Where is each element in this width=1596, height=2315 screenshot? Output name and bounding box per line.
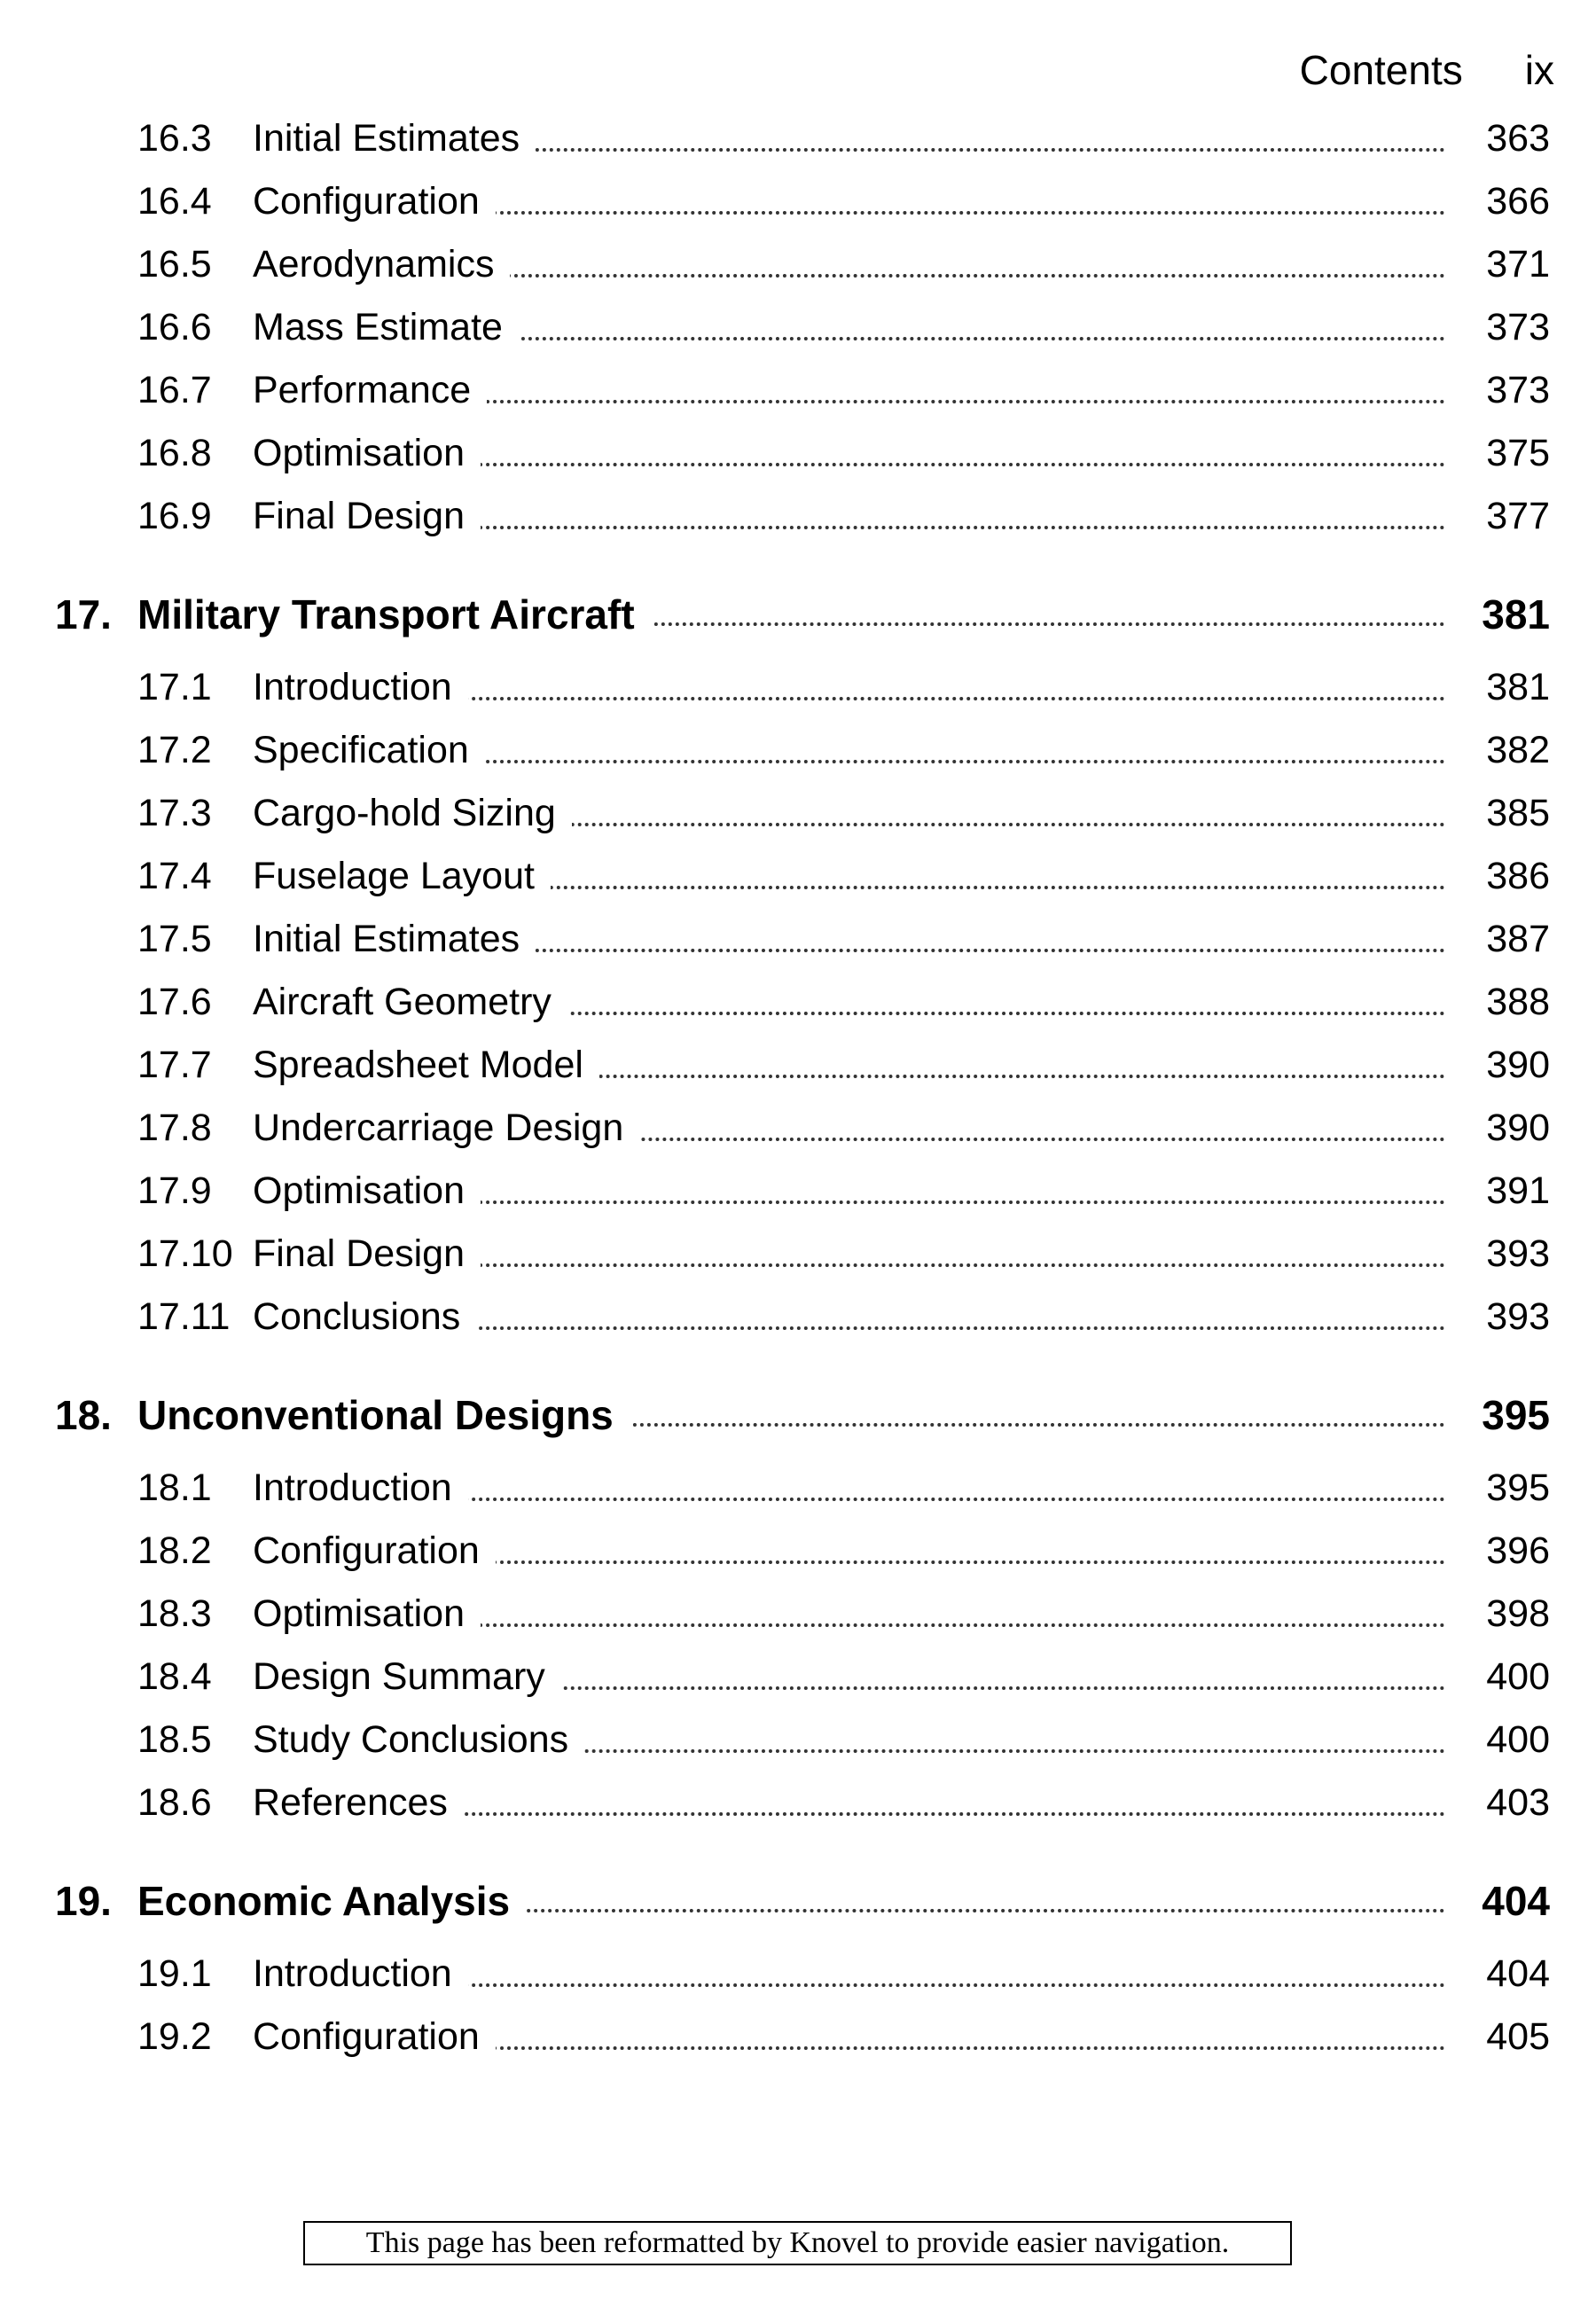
- toc-entry-title[interactable]: Aircraft Geometry: [253, 983, 567, 1021]
- toc-entry-number: 17.2: [137, 729, 212, 771]
- toc-entry-page[interactable]: 395: [1482, 1391, 1550, 1438]
- toc-entry-number: 18.5: [137, 1718, 212, 1761]
- toc-entry-title[interactable]: Initial Estimates: [253, 920, 536, 958]
- toc-section-entry[interactable]: [0, 1160, 1596, 1223]
- toc-entry-title[interactable]: Study Conclusions: [253, 1721, 584, 1759]
- toc-section-entry[interactable]: [0, 422, 1596, 485]
- toc-section-entry[interactable]: [0, 296, 1596, 359]
- toc-entry-title[interactable]: Final Design: [253, 497, 481, 536]
- toc-entry-title[interactable]: Configuration: [253, 1532, 496, 1570]
- toc-section-entry[interactable]: [0, 2006, 1596, 2069]
- toc-entry-number: 16.9: [137, 495, 212, 537]
- toc-entry-page[interactable]: 396: [1486, 1529, 1550, 1572]
- toc-entry-page[interactable]: 393: [1486, 1232, 1550, 1275]
- toc-entry-page[interactable]: 390: [1486, 1107, 1550, 1149]
- toc-entry-page[interactable]: 404: [1486, 1952, 1550, 1995]
- toc-entry-page[interactable]: 390: [1486, 1044, 1550, 1086]
- toc-entry-title[interactable]: Performance: [253, 371, 487, 410]
- toc-entry-page[interactable]: 400: [1486, 1718, 1550, 1761]
- toc-entry-title[interactable]: Configuration: [253, 183, 496, 221]
- toc-entry-number: 18.3: [137, 1592, 212, 1635]
- toc-entry-page[interactable]: 373: [1486, 369, 1550, 411]
- toc-section-entry[interactable]: [0, 656, 1596, 719]
- toc-entry-page[interactable]: 381: [1482, 590, 1550, 637]
- toc-chapter-entry[interactable]: [0, 1869, 1596, 1932]
- toc-entry-title[interactable]: Optimisation: [253, 1172, 481, 1210]
- toc-entry-page[interactable]: 386: [1486, 855, 1550, 897]
- toc-entry-number: 17.4: [137, 855, 212, 897]
- toc-section-entry[interactable]: [0, 1223, 1596, 1286]
- toc-entry-number: 17.6: [137, 981, 212, 1023]
- toc-entry-page[interactable]: 391: [1486, 1169, 1550, 1212]
- toc-section-entry[interactable]: [0, 1286, 1596, 1349]
- toc-entry-page[interactable]: 387: [1486, 918, 1550, 960]
- toc-section-entry[interactable]: [0, 782, 1596, 845]
- toc-entry-title[interactable]: Design Summary: [253, 1658, 561, 1696]
- toc-entry-number: 17.11: [137, 1295, 231, 1338]
- toc-section-entry[interactable]: [0, 1646, 1596, 1709]
- toc-entry-number: 18.1: [137, 1466, 212, 1509]
- toc-entry-title[interactable]: Introduction: [253, 1469, 468, 1507]
- toc-entry-number: 17.8: [137, 1107, 212, 1149]
- toc-entry-number: 19.1: [137, 1952, 212, 1995]
- toc-entry-title[interactable]: Spreadsheet Model: [253, 1046, 599, 1084]
- toc-section-entry[interactable]: [0, 1709, 1596, 1771]
- toc-entry-title[interactable]: Mass Estimate: [253, 309, 519, 347]
- toc-entry-page[interactable]: 375: [1486, 432, 1550, 474]
- toc-chapter-entry[interactable]: [0, 1383, 1596, 1446]
- toc-section-entry[interactable]: [0, 107, 1596, 170]
- toc-section-entry[interactable]: [0, 1097, 1596, 1160]
- toc-entry-page[interactable]: 395: [1486, 1466, 1550, 1509]
- toc-section-entry[interactable]: [0, 1583, 1596, 1646]
- toc-section-entry[interactable]: [0, 233, 1596, 296]
- toc-entry-title[interactable]: Configuration: [253, 2018, 496, 2056]
- toc-section-entry[interactable]: [0, 1457, 1596, 1520]
- toc-entry-number: 18.: [55, 1391, 112, 1438]
- toc-entry-page[interactable]: 405: [1486, 2015, 1550, 2058]
- toc-section-entry[interactable]: [0, 845, 1596, 908]
- toc-section-entry[interactable]: [0, 971, 1596, 1034]
- toc-entry-title[interactable]: Specification: [253, 731, 485, 770]
- toc-entry-number: 17.1: [137, 666, 212, 708]
- toc-entry-title[interactable]: Final Design: [253, 1235, 481, 1273]
- toc-entry-number: 17.3: [137, 792, 212, 834]
- toc-entry-page[interactable]: 382: [1486, 729, 1550, 771]
- toc-entry-title[interactable]: Economic Analysis: [137, 1881, 526, 1921]
- toc-entry-title[interactable]: Aerodynamics: [253, 246, 510, 284]
- toc-entry-number: 17.: [55, 590, 112, 637]
- page-header: [1299, 47, 1554, 93]
- toc-entry-number: 16.4: [137, 180, 212, 223]
- toc-entry-page[interactable]: 393: [1486, 1295, 1550, 1338]
- toc-entry-title[interactable]: Conclusions: [253, 1298, 476, 1336]
- toc-entry-page[interactable]: 388: [1486, 981, 1550, 1023]
- toc-chapter-entry[interactable]: [0, 583, 1596, 645]
- toc-section-entry[interactable]: [0, 908, 1596, 971]
- toc-section-entry[interactable]: [0, 1771, 1596, 1834]
- toc-entry-title[interactable]: References: [253, 1784, 464, 1822]
- toc-section-entry[interactable]: [0, 1520, 1596, 1583]
- toc-entry-number: 16.5: [137, 243, 212, 285]
- toc-entry-number: 18.6: [137, 1781, 212, 1824]
- toc-entry-title[interactable]: Unconventional Designs: [137, 1395, 630, 1435]
- toc-entry-number: 19.2: [137, 2015, 212, 2058]
- toc-entry-page[interactable]: 403: [1486, 1781, 1550, 1824]
- toc-entry-number: 16.6: [137, 306, 212, 348]
- toc-section-entry[interactable]: [0, 485, 1596, 548]
- toc-entry-title[interactable]: Introduction: [253, 669, 468, 707]
- running-title: Contents: [1299, 47, 1463, 93]
- toc-entry-number: 17.10: [137, 1232, 233, 1275]
- toc-entry-title[interactable]: Optimisation: [253, 434, 481, 473]
- toc-section-entry[interactable]: [0, 1034, 1596, 1097]
- toc-entry-title[interactable]: Introduction: [253, 1955, 468, 1993]
- page-number: ix: [1524, 47, 1554, 93]
- toc-entry-page[interactable]: 377: [1486, 495, 1550, 537]
- toc-entry-page[interactable]: 398: [1486, 1592, 1550, 1635]
- toc-entry-number: 18.2: [137, 1529, 212, 1572]
- toc-entry-page[interactable]: 385: [1486, 792, 1550, 834]
- toc-entry-title[interactable]: Optimisation: [253, 1595, 481, 1633]
- toc-entry-page[interactable]: 366: [1486, 180, 1550, 223]
- toc-entry-number: 17.9: [137, 1169, 212, 1212]
- toc-section-entry[interactable]: [0, 719, 1596, 782]
- toc-entry-number: 16.7: [137, 369, 212, 411]
- toc-entry-page[interactable]: 381: [1486, 666, 1550, 708]
- toc-entry-number: 16.3: [137, 117, 212, 160]
- toc-entry-title[interactable]: Undercarriage Design: [253, 1109, 639, 1147]
- toc-entry-number: 19.: [55, 1877, 112, 1924]
- toc-entry-page[interactable]: 371: [1486, 243, 1550, 285]
- toc-entry-number: 18.4: [137, 1655, 212, 1698]
- toc-section-entry[interactable]: [0, 1943, 1596, 2006]
- toc-entry-title[interactable]: Cargo-hold Sizing: [253, 794, 572, 833]
- toc-entry-page[interactable]: 400: [1486, 1655, 1550, 1698]
- toc-section-entry[interactable]: [0, 170, 1596, 233]
- toc-entry-number: 17.5: [137, 918, 212, 960]
- toc-entry-title[interactable]: Fuselage Layout: [253, 857, 551, 895]
- toc-entry-page[interactable]: 363: [1486, 117, 1550, 160]
- toc-entry-number: 17.7: [137, 1044, 212, 1086]
- knovel-reformat-note: This page has been reformatted by Knovel to provide easier navigation.: [303, 2221, 1292, 2265]
- toc-entry-page[interactable]: 373: [1486, 306, 1550, 348]
- toc-entry-page[interactable]: 404: [1482, 1877, 1550, 1924]
- toc-entry-number: 16.8: [137, 432, 212, 474]
- toc-entry-title[interactable]: Military Transport Aircraft: [137, 594, 651, 635]
- toc-section-entry[interactable]: [0, 359, 1596, 422]
- toc-entry-title[interactable]: Initial Estimates: [253, 120, 536, 158]
